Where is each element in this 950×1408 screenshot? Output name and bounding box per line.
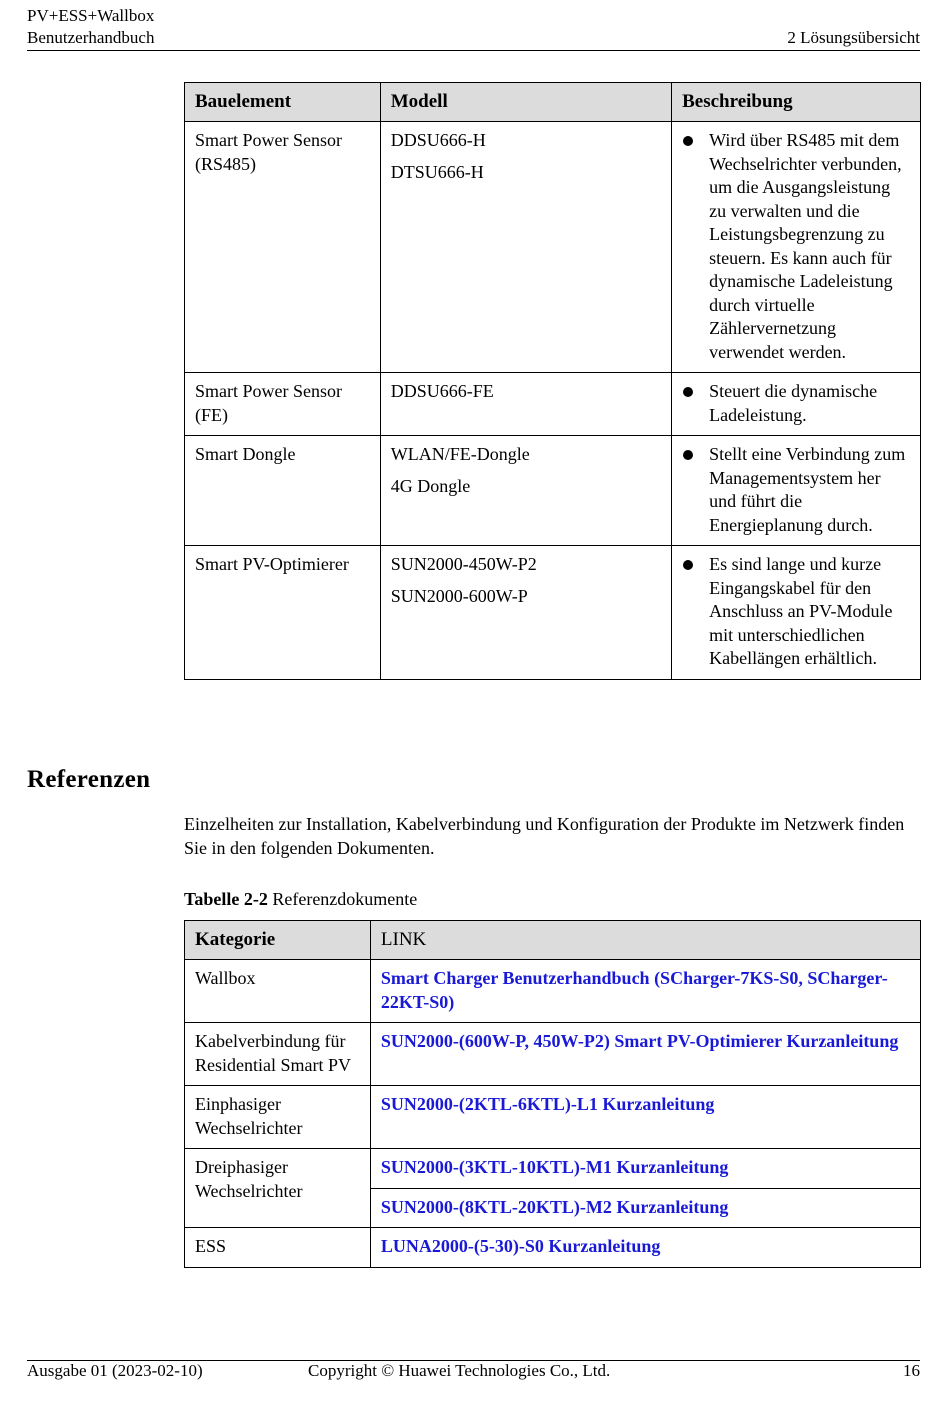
header-chapter: 2 Lösungsübersicht [787,28,920,47]
footer-copyright: Copyright © Huawei Technologies Co., Ltd. [308,1361,611,1380]
table-row [185,546,921,680]
description-text: Steuert die dynamische Ladeleistung. [709,381,878,425]
description-cell [672,546,921,680]
header-product: PV+ESS+Wallbox [27,6,155,25]
table-header-row [185,83,921,122]
link-cell [370,1023,920,1086]
bullet-icon [683,136,693,146]
category-cell: Dreiphasiger Wechselrichter [185,1149,371,1228]
table-row [185,1149,921,1189]
link-cell [370,960,920,1023]
category-cell: Kabelverbindung für Residential Smart PV [185,1023,371,1086]
description-cell [672,436,921,546]
section-heading: Referenzen [27,766,151,793]
category-cell: Wallbox [185,960,371,1023]
model-cell [380,546,671,680]
link-cell [370,1228,920,1268]
description-cell [672,122,921,373]
table-row [185,960,921,1023]
table-header-row [185,921,921,960]
model-cell [380,436,671,546]
bullet-icon [683,450,693,460]
header-divider [27,50,920,51]
column-header: Beschreibung [672,83,921,122]
bullet-icon [683,387,693,397]
model-name: 4G Dongle [390,475,471,496]
reference-table [184,920,921,1268]
table-row [185,1086,921,1149]
model-name: DTSU666-H [390,161,484,182]
reference-link[interactable]: SUN2000-(3KTL-10KTL)-M1 Kurzanleitung [380,1157,729,1177]
column-header: Kategorie [185,921,371,960]
model-name: WLAN/FE-Dongle [390,444,530,464]
reference-link[interactable]: SUN2000-(8KTL-20KTL)-M2 Kurzanleitung [380,1196,729,1217]
link-cell [370,1188,920,1228]
description-text: Es sind lange und kurze Eingangskabel für den Anschluss an PV-Module mit unterschiedlichen Kabellängen erhältlich. [709,554,893,668]
component-cell: Smart PV-Optimierer [185,546,381,680]
description-cell [672,373,921,436]
running-header [27,5,154,49]
column-header: Modell [380,83,671,122]
component-cell: Smart Power Sensor (FE) [185,373,381,436]
table-row [185,436,921,546]
model-name: SUN2000-600W-P [390,585,528,606]
page-number: 16 [903,1361,920,1380]
section-intro: Einzelheiten zur Installation, Kabelverbindung und Konfiguration der Produkte im Netzwerk finden Sie in den folgenden Dokumenten. [184,814,905,858]
reference-link[interactable]: SUN2000-(2KTL-6KTL)-L1 Kurzanleitung [380,1094,715,1114]
category-cell: Einphasiger Wechselrichter [185,1086,371,1149]
reference-link[interactable]: SUN2000-(600W-P, 450W-P2) Smart PV-Optimierer Kurzanleitung [380,1031,899,1051]
model-name: SUN2000-450W-P2 [390,554,537,574]
table-row [185,1228,921,1268]
model-name: DDSU666-FE [390,381,494,401]
model-cell [380,122,671,373]
column-header: LINK [370,921,920,960]
reference-link[interactable]: Smart Charger Benutzerhandbuch (SCharger-7KS-S0, SCharger-22KT-S0) [380,968,888,1012]
link-cell [370,1086,920,1149]
table-row [185,373,921,436]
description-text: Stellt eine Verbindung zum Managementsystem her und führt die Energieplanung durch. [709,444,906,535]
components-table [184,82,921,680]
table-row [185,122,921,373]
table-caption [184,888,417,911]
description-text: Wird über RS485 mit dem Wechselrichter verbunden, um die Ausgangsleistung zu verwalten und die Leistungsbegrenzung zu steuern. Es kann auch für dynamische Ladeleistung durch virtuelle Zählervernetzung verwendet werden. [709,130,902,362]
reference-link[interactable]: LUNA2000-(5-30)-S0 Kurzanleitung [380,1236,661,1256]
component-cell: Smart Dongle [185,436,381,546]
caption-text: Referenzdokumente [272,889,418,909]
header-doc-type: Benutzerhandbuch [27,28,155,47]
bullet-icon [683,560,693,570]
link-cell [370,1149,920,1189]
table-row [185,1023,921,1086]
footer-edition: Ausgabe 01 (2023-02-10) [27,1361,203,1380]
category-cell: ESS [185,1228,371,1268]
model-name: DDSU666-H [390,130,486,150]
component-cell: Smart Power Sensor (RS485) [185,122,381,373]
model-cell [380,373,671,436]
caption-label: Tabelle 2-2 [184,889,268,909]
column-header: Bauelement [185,83,381,122]
